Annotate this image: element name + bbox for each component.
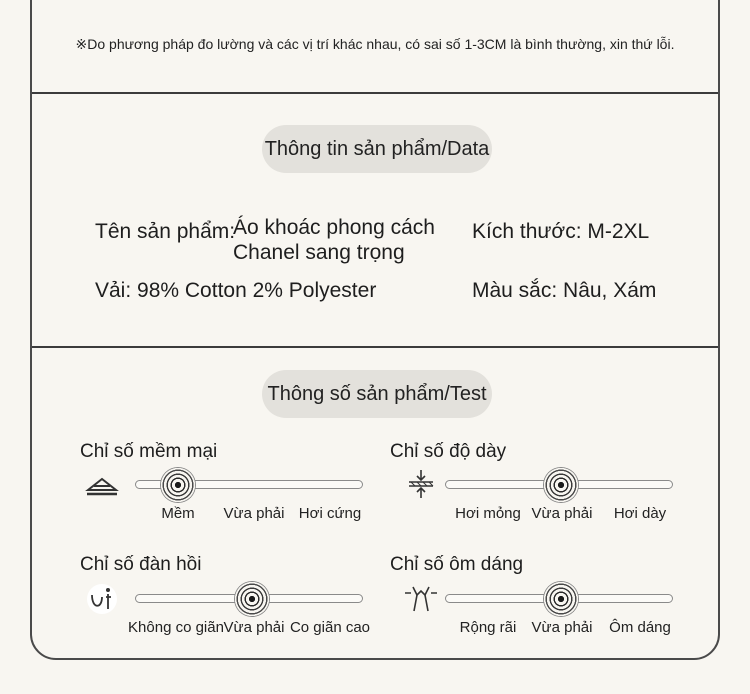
softness-label-mid: Vừa phải bbox=[223, 505, 285, 522]
product-color: Màu sắc: Nâu, Xám bbox=[472, 279, 657, 302]
thickness-label-mid: Vừa phải bbox=[531, 505, 593, 522]
product-info-header: Thông tin sản phẩm/Data bbox=[262, 125, 492, 173]
elasticity-indicator bbox=[234, 581, 270, 617]
fit-label-low: Rộng rãi bbox=[459, 619, 517, 636]
softness-slider bbox=[135, 465, 363, 507]
section-divider bbox=[32, 92, 718, 94]
product-name-line: Áo khoác phong cách bbox=[233, 216, 435, 239]
elasticity-label-high: Co giãn cao bbox=[289, 619, 371, 636]
product-size: Kích thước: M-2XL bbox=[472, 220, 650, 243]
softness-title: Chỉ số mềm mại bbox=[80, 441, 218, 462]
elasticity-label-mid: Vừa phải bbox=[223, 619, 285, 636]
elasticity-slider bbox=[135, 579, 363, 621]
product-name-label: Tên sản phẩm: bbox=[95, 220, 236, 243]
thickness-label-high: Hơi dày bbox=[613, 505, 667, 522]
thickness-title: Chỉ số độ dày bbox=[390, 441, 507, 462]
fit-indicator bbox=[543, 581, 579, 617]
fit-slider bbox=[445, 579, 673, 621]
measurement-note: ※Do phương pháp đo lường và các vị trí khác nhau, có sai số 1-3CM là bình thường, xin thứ lỗi. bbox=[75, 36, 675, 52]
fit-label-mid: Vừa phải bbox=[531, 619, 593, 636]
product-specs-header: Thông số sản phẩm/Test bbox=[262, 370, 492, 418]
elasticity-icon bbox=[84, 583, 120, 615]
size-table-row-partial bbox=[100, 0, 660, 4]
thickness-indicator bbox=[543, 467, 579, 503]
elasticity-title: Chỉ số đàn hồi bbox=[80, 554, 202, 575]
fit-label-high: Ôm dáng bbox=[609, 619, 671, 636]
fit-title: Chỉ số ôm dáng bbox=[390, 554, 524, 575]
thickness-icon bbox=[403, 468, 439, 500]
thickness-slider bbox=[445, 465, 673, 507]
softness-indicator bbox=[160, 467, 196, 503]
thickness-label-low: Hơi mỏng bbox=[455, 505, 521, 522]
softness-label-high: Hơi cứng bbox=[298, 505, 362, 522]
softness-label-low: Mềm bbox=[161, 505, 195, 522]
section-divider bbox=[32, 346, 718, 348]
elasticity-label-low: Không co giãn bbox=[128, 619, 224, 636]
fit-icon bbox=[403, 583, 439, 615]
product-name-value bbox=[233, 215, 435, 265]
product-fabric: Vải: 98% Cotton 2% Polyester bbox=[95, 279, 377, 302]
softness-icon bbox=[84, 470, 120, 502]
product-name-line: Chanel sang trọng bbox=[233, 241, 405, 264]
